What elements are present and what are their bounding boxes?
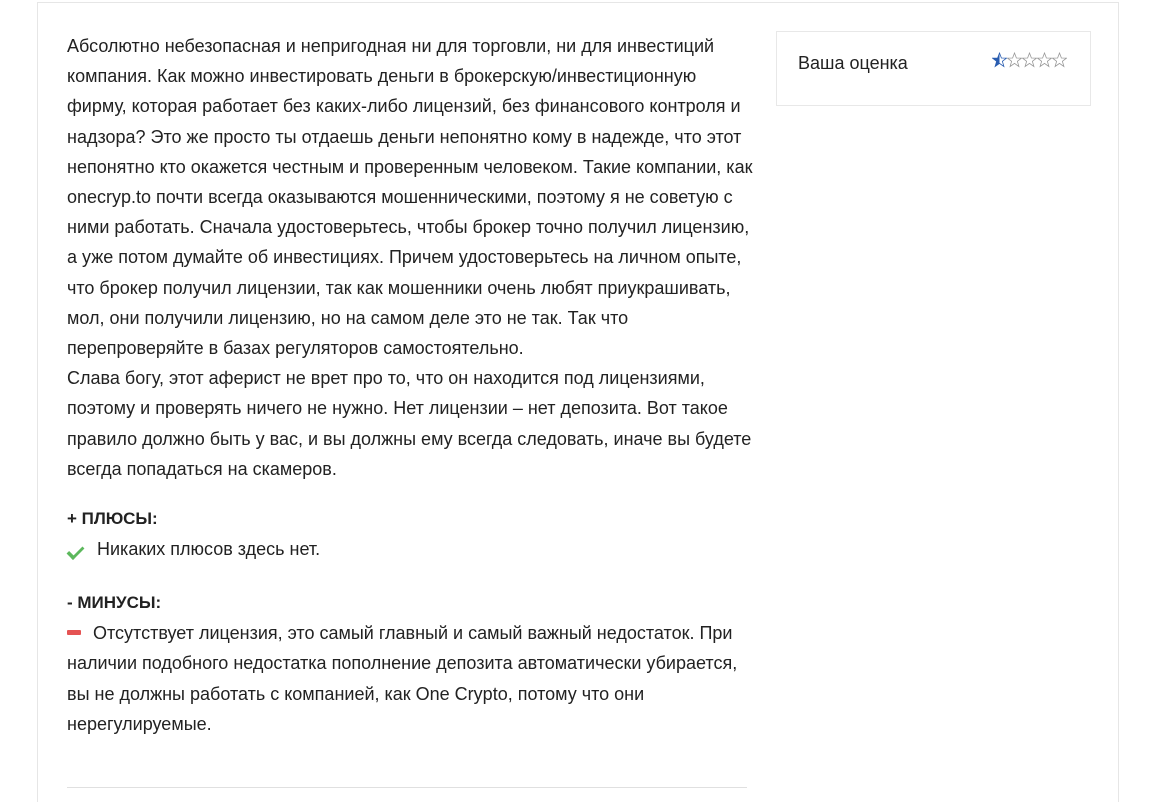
minus-icon xyxy=(67,630,81,635)
pros-item xyxy=(67,534,757,564)
rating-label: Ваша оценка xyxy=(798,53,908,73)
cons-title: - МИНУСЫ: xyxy=(67,593,162,613)
review-paragraph-2: Слава богу, этот аферист не врет про то, что он находится под лицензиями, поэтому и проверять ничего не нужно. Нет лицензии – нет депозита. Вот такое правило должно быть у вас, и вы должны ему всегда следовать, иначе вы будете всегда попадаться на скамеров. xyxy=(67,368,752,479)
rating-widget xyxy=(776,31,1091,106)
check-icon xyxy=(67,534,97,564)
pros-title: + ПЛЮСЫ: xyxy=(67,509,158,529)
rating-stars[interactable] xyxy=(992,52,1067,68)
star-icon[interactable] xyxy=(1037,52,1052,68)
review-body xyxy=(67,31,757,739)
star-icon[interactable] xyxy=(992,52,1007,68)
pros-item-text: Никаких плюсов здесь нет. xyxy=(97,539,321,560)
review-paragraph-1: Абсолютно небезопасная и непригодная ни для торговли, ни для инвестиций компания. Как можно инвестировать деньги в брокерскую/инвестиционную фирму, которая работает без каких-либо лицензий, без финансового контроля и надзора? Это же просто ты отдаешь деньги непонятно кому в надежде, что этот непонятно кто окажется честным и проверенным человеком. Такие компании, как onecryp.to почти всегда оказываются мошенническими, поэтому я не советую с ними работать. Сначала удостоверьтесь, чтобы брокер точно получил лицензию, а уже потом думайте об инвестициях. Причем удостоверьтесь на личном опыте, что брокер получил лицензии, так как мошенники очень любят приукрашивать, мол, они получили лицензию, но на самом деле это не так. Так что перепроверяйте в базах регуляторов самостоятельно. xyxy=(67,36,753,359)
star-icon[interactable] xyxy=(1007,52,1022,68)
star-icon[interactable] xyxy=(1052,52,1067,68)
divider xyxy=(67,787,747,788)
cons-item-text: Отсутствует лицензия, это самый главный и самый важный недостаток. При наличии подобного недостатка пополнение депозита автоматически убирается, вы не должны работать с компанией, как One Crypto, потому что они нерегулируемые. xyxy=(67,623,738,734)
star-icon[interactable] xyxy=(1022,52,1037,68)
cons-item xyxy=(67,618,757,739)
